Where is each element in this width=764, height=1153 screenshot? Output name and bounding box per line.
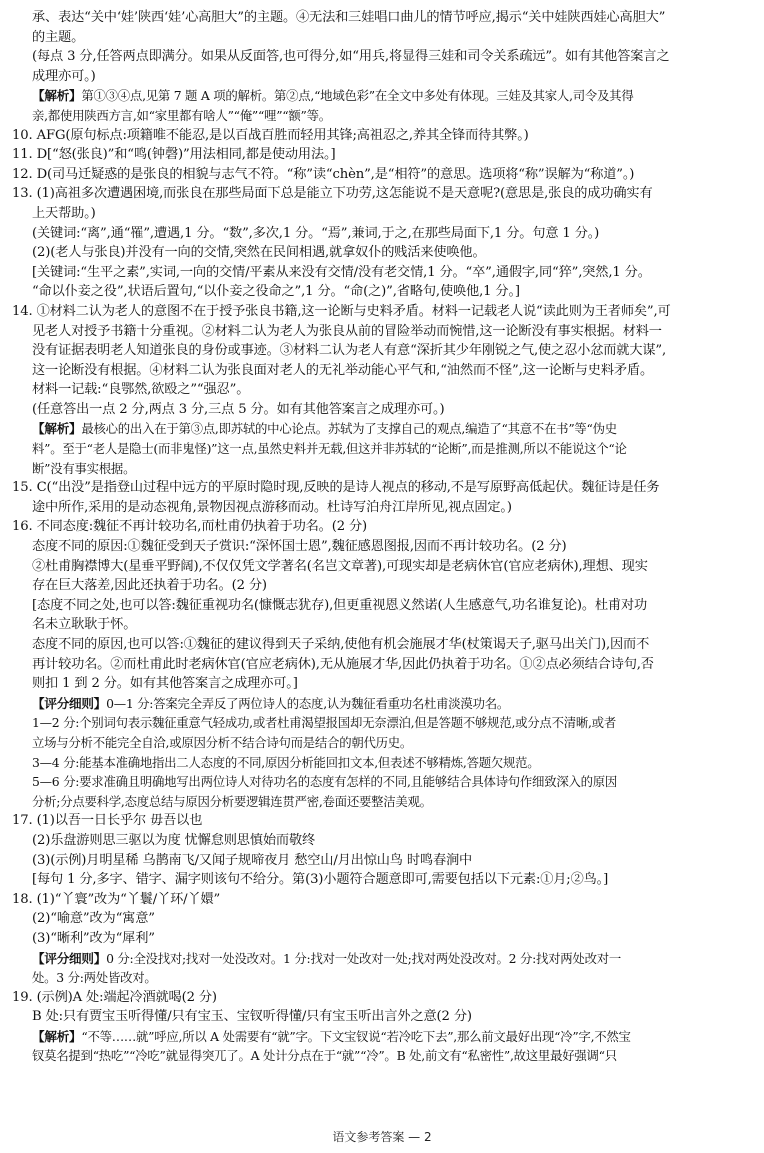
line-text: B 处:只有贾宝玉听得懂/只有宝玉、宝钗听得懂/只有宝玉听出言外之意(2 分) xyxy=(32,1009,472,1025)
text-line xyxy=(12,224,754,244)
line-text: 1—2 分:个别词句表示魏征重意气轻成功,或者杜甫渴望报国却无奈漂泊,但是答题不够规范,或分点不清晰,或者 xyxy=(32,715,616,731)
text-line xyxy=(12,713,754,733)
text-line xyxy=(12,439,754,459)
text-line xyxy=(12,517,754,537)
line-text: 料”。至于“老人是隐士(而非鬼怪)”这一点,虽然史料并无载,但这并非苏轼的“论断”,而是推测,所以不能说这个“论 xyxy=(32,441,627,457)
text-line xyxy=(12,615,754,635)
text-line xyxy=(12,909,754,929)
text-line xyxy=(12,1027,754,1047)
text-line xyxy=(12,243,754,263)
text-line xyxy=(12,380,754,400)
line-text: 途中所作,采用的是动态视角,景物因视点游移而动。杜诗写泊舟江岸所见,视点固定。) xyxy=(32,499,512,515)
text-line xyxy=(12,204,754,224)
section-tag: 【解析】 xyxy=(32,88,82,104)
line-text: 12. D(司马迁疑惑的是张良的相貌与志气不符。“称”读“chèn”,是“相符”的意思。选项将“称”误解为“称道”。) xyxy=(12,166,635,182)
line-text: 这一论断没有根据。④材料二认为张良面对老人的无礼举动能心平气和,“油然而不怪”,这一论断与史料矛盾。 xyxy=(32,362,653,378)
line-text: 态度不同的原因:①魏征受到天子赏识:“深怀国士恩”,魏征感恩图报,因而不再计较功名。(2 分) xyxy=(32,539,567,555)
text-line xyxy=(12,753,754,773)
line-text: 14. ①材料二认为老人的意图不在于授予张良书籍,这一论断与史料矛盾。材料一记载老人说“读此则为王者师矣”,可 xyxy=(12,303,671,319)
line-text: (3)(示例)月明星稀 乌鹊南飞/又闻子规啼夜月 愁空山/月出惊山鸟 时鸣春涧中 xyxy=(32,852,473,868)
text-line xyxy=(12,86,754,106)
section-tag: 【评分细则】 xyxy=(32,695,107,711)
text-line xyxy=(12,870,754,890)
text-line xyxy=(12,419,754,439)
page-footer: 语文参考答案 — 2 xyxy=(332,1130,432,1144)
section-tag: 【评分细则】 xyxy=(32,950,107,966)
line-text: 存在巨大落差,因此还执着于功名。(2 分) xyxy=(32,578,267,594)
text-line xyxy=(12,184,754,204)
text-line xyxy=(12,733,754,753)
line-text: 10. AFG(原句标点:项籍唯不能忍,是以百战百胜而轻用其锋;高祖忍之,养其全锋而待其弊。) xyxy=(12,127,529,143)
line-text: 13. (1)高祖多次遭遇困境,而张良在那些局面下总是能立下功劳,这怎能说不是天意呢?(意思是,张良的成功确实有 xyxy=(12,186,653,202)
text-line xyxy=(12,1046,754,1066)
text-line xyxy=(12,263,754,283)
text-line xyxy=(12,322,754,342)
text-line xyxy=(12,478,754,498)
line-text: 再计较功名。②而杜甫此时老病休官(官应老病休),无从施展才华,因此仍执着于功名。①②点必须结合诗句,否 xyxy=(32,656,654,672)
text-line xyxy=(12,890,754,910)
line-text: (任意答出一点 2 分,两点 3 分,三点 5 分。如有其他答案言之成理亦可。) xyxy=(32,401,445,417)
line-text: (每点 3 分,任答两点即满分。如果从反面答,也可得分,如“用兵,将显得三娃和司令关系疏远”。如有其他答案言之 xyxy=(32,49,670,65)
text-line xyxy=(12,929,754,949)
line-text: 则扣 1 到 2 分。如有其他答案言之成理亦可。] xyxy=(32,676,298,692)
line-text: 处。3 分:两处皆改对。 xyxy=(32,970,157,986)
line-text: 3—4 分:能基本准确地指出二人态度的不同,原因分析能回扣文本,但表述不够精炼,答题欠规范。 xyxy=(32,754,540,770)
text-line xyxy=(12,28,754,48)
line-text: [关键词:“生平之素”,实词,一向的交情/平素从来没有交情/没有老交情,1 分。“卒”,通假字,同“猝”,突然,1 分。 xyxy=(32,264,651,280)
line-text: 名未立耿耿于怀。 xyxy=(32,617,137,633)
line-text: 11. D[“怒(张良)”和“鸣(钟磬)”用法相同,都是使动用法。] xyxy=(12,147,336,163)
line-text: (3)“晰利”改为“犀利” xyxy=(32,930,155,946)
line-text: [态度不同之处,也可以答:魏征重视功名(慷慨志犹存),但更重视恩义然诺(人生感意气,功名谁复论)。杜甫对功 xyxy=(32,597,648,613)
line-text: (关键词:“离”,通“罹”,遭遇,1 分。“数”,多次,1 分。“焉”,兼词,于之,在那些局面下,1 分。句意 1 分。) xyxy=(32,225,600,241)
text-line xyxy=(12,145,754,165)
line-text: 17. (1)以吾一日长乎尔 毋吾以也 xyxy=(12,813,203,829)
text-line xyxy=(12,282,754,302)
text-line xyxy=(12,47,754,67)
section-tag: 【解析】 xyxy=(32,1028,82,1044)
text-line xyxy=(12,341,754,361)
line-text: 的主题。 xyxy=(32,29,85,45)
text-line xyxy=(12,459,754,479)
answer-text-body xyxy=(12,8,754,1066)
line-text: 最核心的出入在于第③点,即苏轼的中心论点。苏轼为了支撑自己的观点,编造了“其意不在书”等“伪史 xyxy=(81,421,617,437)
text-line xyxy=(12,8,754,28)
line-text: 承、表达“关中‘娃’陕西‘娃’心高胆大”的主题。④无法和三娃唱口曲儿的情节呼应,揭示“关中娃陕西娃心高胆大” xyxy=(32,10,666,25)
line-text: 材料一记载:“良鄂然,欲殴之”“强忍”。 xyxy=(32,382,250,398)
text-line xyxy=(12,988,754,1008)
text-line xyxy=(12,968,754,988)
text-line xyxy=(12,1007,754,1027)
text-line xyxy=(12,655,754,675)
text-line xyxy=(12,106,754,126)
text-line xyxy=(12,576,754,596)
text-line xyxy=(12,400,754,420)
text-line xyxy=(12,811,754,831)
line-text: “命以仆妾之役”,状语后置句,“以仆妾之役命之”,1 分。“命(之)”,省略句,使唤他,1 分。] xyxy=(32,284,520,300)
line-text: 分析;分点要科学,态度总结与原因分析要逻辑连贯严密,卷面还要整洁美观。 xyxy=(32,793,432,809)
text-line xyxy=(12,772,754,792)
text-line xyxy=(12,851,754,871)
line-text: 上天帮助。) xyxy=(32,205,96,221)
text-line xyxy=(12,498,754,518)
line-text: 态度不同的原因,也可以答:①魏征的建议得到天子采纳,使他有机会施展才华(杖策谒天子,驱马出关门),因而不 xyxy=(32,637,650,652)
line-text: 钗莫名提到“热吃”“冷吃”就显得突兀了。A 处计分点在于“就”“冷”。B 处,前文有“私密性”,故这里最好强调“只 xyxy=(32,1048,617,1064)
text-line xyxy=(12,302,754,322)
line-text: 16. 不同态度:魏征不再计较功名,而杜甫仍执着于功名。(2 分) xyxy=(12,519,368,535)
line-text: “不等……就”呼应,所以 A 处需要有“就”字。下文宝钗说“若冷吃下去”,那么前文最好出现“冷”字,不然宝 xyxy=(81,1028,631,1044)
line-text: 0 分:全没找对;找对一处没改对。1 分:找对一处改对一处;找对两处没改对。2 分:找对两处改对一 xyxy=(106,950,621,966)
text-line xyxy=(12,831,754,851)
line-text: 没有证据表明老人知道张良的身份或事迹。③材料二认为老人有意“深折其少年刚锐之气,使之忍小忿而就大谋”, xyxy=(32,343,667,359)
line-text: (2)“喻意”改为“寓意” xyxy=(32,911,155,927)
text-line xyxy=(12,792,754,812)
line-text: 15. C(“出没”是指登山过程中远方的平原时隐时现,反映的是诗人视点的移动,不是写原野高低起伏。魏征诗是任务 xyxy=(12,480,660,496)
text-line xyxy=(12,126,754,146)
line-text: ②杜甫胸襟博大(星垂平野阔),不仅仅凭文学著名(名岂文章著),可现实却是老病休官(官应老病休),理想、现实 xyxy=(32,558,648,574)
text-line xyxy=(12,557,754,577)
line-text: 亲,都使用陕西方言,如“家里都有啥人”“俺”“哩”“额”等。 xyxy=(32,107,331,123)
line-text: 18. (1)“丫寰”改为“丫鬟/丫环/丫嬛” xyxy=(12,891,221,907)
line-text: 19. (示例)A 处:端起冷酒就喝(2 分) xyxy=(12,989,217,1005)
line-text: (2)(老人与张良)并没有一向的交情,突然在民间相遇,就拿奴仆的贱活来使唤他。 xyxy=(32,245,486,261)
text-line xyxy=(12,361,754,381)
text-line xyxy=(12,694,754,714)
text-line xyxy=(12,165,754,185)
section-tag: 【解析】 xyxy=(32,421,82,437)
text-line xyxy=(12,67,754,87)
line-text: 成理亦可。) xyxy=(32,68,96,84)
text-line xyxy=(12,537,754,557)
line-text: 见老人对授予书籍十分重视。②材料二认为老人为张良从前的冒险举动而惋惜,这一论断没有事实根据。材料一 xyxy=(32,323,662,339)
line-text: 第①③④点,见第 7 题 A 项的解析。第②点,“地域色彩”在全文中多处有体现。三娃及其家人,司令及其得 xyxy=(81,88,634,104)
text-line xyxy=(12,949,754,969)
text-line xyxy=(12,674,754,694)
text-line xyxy=(12,596,754,616)
line-text: 5—6 分:要求准确且明确地写出两位诗人对待功名的态度有怎样的不同,且能够结合具体诗句作细致深入的原因 xyxy=(32,774,618,790)
line-text: 断”没有事实根据。 xyxy=(32,460,136,476)
line-text: 0—1 分:答案完全弄反了两位诗人的态度,认为魏征看重功名杜甫淡漠功名。 xyxy=(106,695,509,711)
text-line xyxy=(12,635,754,655)
line-text: [每句 1 分,多字、错字、漏字则该句不给分。第(3)小题符合题意即可,需要包括以下元素:①月;②鸟。] xyxy=(32,872,609,888)
line-text: (2)乐盘游则思三驱以为度 忧懈怠则思慎始而敬终 xyxy=(32,832,316,848)
line-text: 立场与分析不能完全自洽,或原因分析不结合诗句而是结合的朝代历史。 xyxy=(32,734,413,750)
